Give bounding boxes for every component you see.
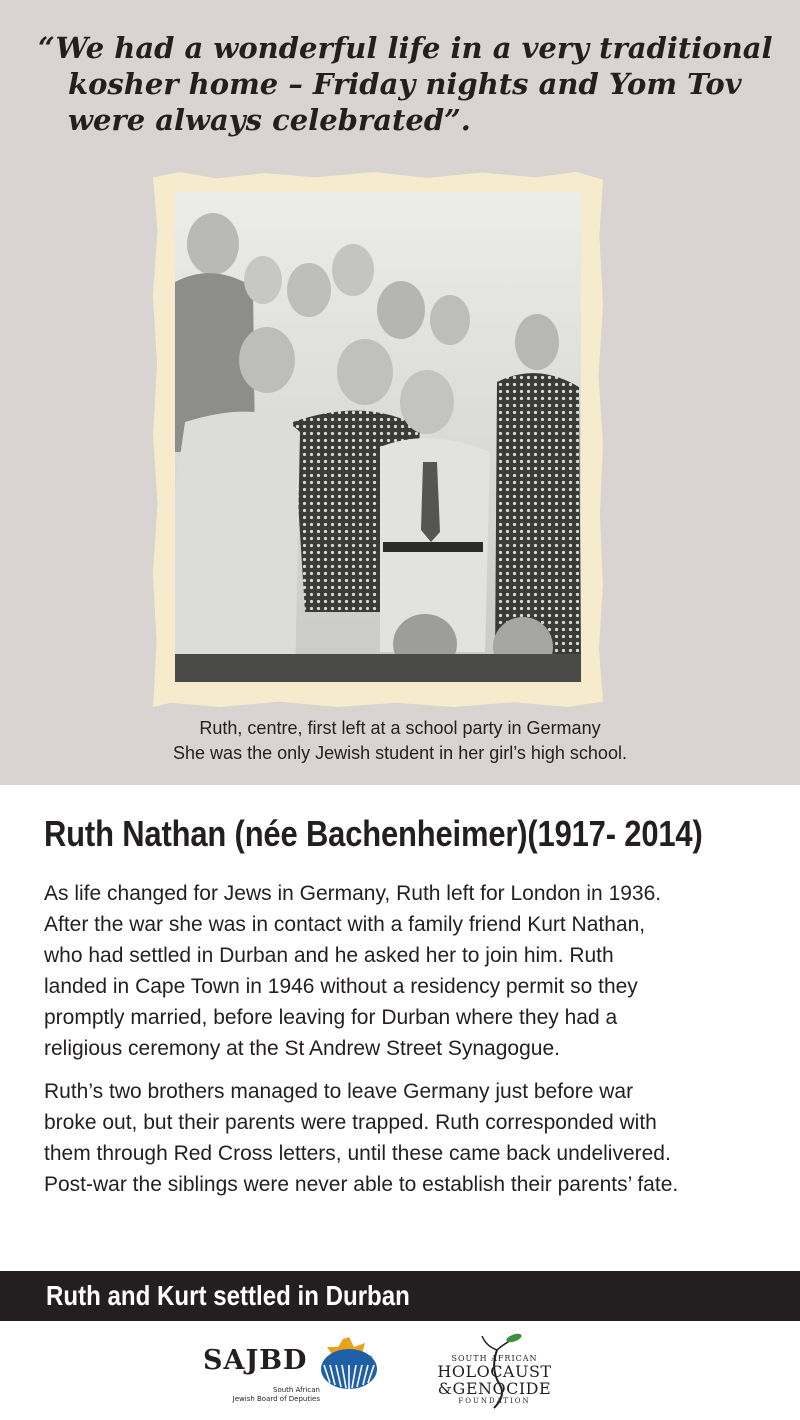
paragraph-line: After the war she was in contact with a family friend Kurt Nathan, (44, 913, 646, 936)
sajbd-logo (200, 1333, 390, 1413)
quote-line: were always celebrated”. (68, 103, 471, 137)
photo-frame (153, 172, 603, 707)
paragraph (44, 878, 774, 1064)
shgf-line: SOUTH AFRICAN (451, 1354, 538, 1363)
paragraph-line: who had settled in Durban and he asked her to join him. Ruth (44, 944, 614, 967)
paragraph-line: broke out, but their parents were trapped. Ruth corresponded with (44, 1111, 657, 1134)
paragraph-line: religious ceremony at the St Andrew Street Synagogue. (44, 1037, 560, 1060)
footer-banner (0, 1271, 800, 1321)
quote-line: kosher home – Friday nights and Yom Tov (68, 67, 742, 101)
sajbd-subtitle-line: Jewish Board of Deputies (232, 1395, 320, 1403)
page-title: Ruth Nathan (née Bachenheimer)(1917- 2014) (44, 813, 703, 854)
quote-line: “We had a wonderful life in a very traditional (38, 31, 773, 65)
biography-text (44, 878, 774, 1212)
shgf-line: HOLOCAUST (437, 1362, 552, 1381)
paragraph-line: Ruth’s two brothers managed to leave Germany just before war (44, 1080, 634, 1103)
paragraph-line: As life changed for Jews in Germany, Ruth left for London in 1936. (44, 882, 662, 905)
sajbd-wordmark: SAJBD (203, 1345, 308, 1376)
group-photo-illustration (175, 192, 581, 682)
pull-quote (38, 30, 778, 138)
shgf-logo (432, 1330, 562, 1410)
shgf-line: &GENOCIDE (437, 1379, 552, 1398)
paragraph-line: Post-war the siblings were never able to establish their parents’ fate. (44, 1173, 679, 1196)
shgf-line: FOUNDATION (458, 1397, 531, 1405)
paragraph-line: them through Red Cross letters, until these came back undelivered. (44, 1142, 671, 1165)
paragraph (44, 1076, 774, 1200)
caption-line: Ruth, centre, first left at a school party in Germany (199, 718, 601, 738)
banner-text: Ruth and Kurt settled in Durban (46, 1280, 410, 1311)
sajbd-subtitle-line: South African (273, 1386, 320, 1394)
caption-line: She was the only Jewish student in her girl’s high school. (173, 743, 627, 763)
sajbd-subtitle (220, 1386, 320, 1404)
photo-caption (0, 716, 800, 766)
group-photo (175, 192, 581, 682)
paragraph-line: landed in Cape Town in 1946 without a residency permit so they (44, 975, 638, 998)
paragraph-line: promptly married, before leaving for Durban where they had a (44, 1006, 618, 1029)
sajbd-emblem-icon (316, 1333, 382, 1393)
